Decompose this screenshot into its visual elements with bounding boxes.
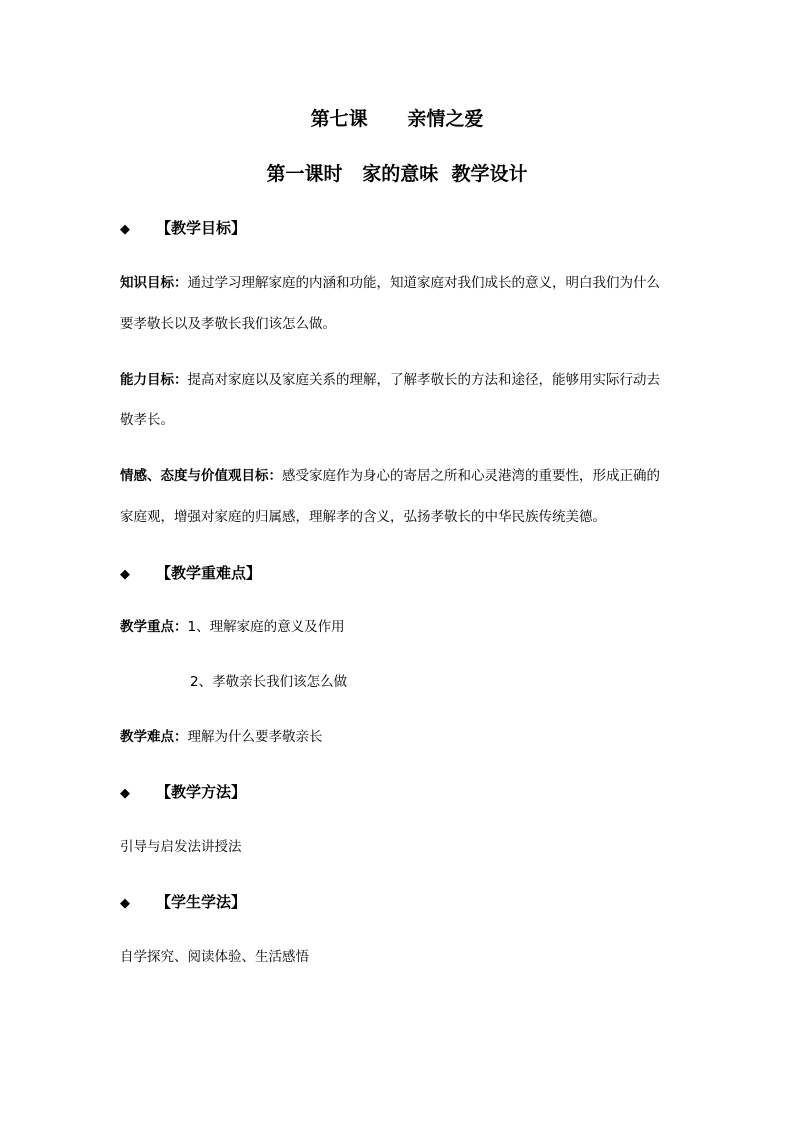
knowledge-goal-label: 知识目标：	[120, 275, 188, 291]
emotion-goal-line1	[120, 466, 660, 486]
lesson-title: 第七课 亲情之爱	[310, 108, 484, 130]
section-methods-title: 【教学方法】	[156, 783, 247, 801]
emotion-goal-label: 情感、态度与价值观目标：	[120, 468, 282, 484]
knowledge-goal-text1: 通过学习理解家庭的内涵和功能，知道家庭对我们成长的意义，明白我们为什么	[187, 275, 660, 291]
focus-item2: 2、孝敬亲长我们该怎么做	[190, 674, 348, 690]
emotion-goal-text2: 家庭观，增强对家庭的归属感，理解孝的含义，弘扬孝敬长的中华民族传统美德。	[120, 509, 606, 525]
lesson-subtitle: 第一课时 家的意味 教学设计	[266, 163, 528, 185]
ability-goal-line1	[120, 370, 660, 390]
focus-line1	[120, 617, 345, 637]
methods-text: 引导与启发法讲授法	[120, 839, 242, 855]
knowledge-goal-line1	[120, 273, 660, 293]
section-student-methods-heading	[120, 892, 246, 914]
focus-label: 教学重点：	[120, 619, 188, 635]
emotion-goal-text1: 感受家庭作为身心的寄居之所和心灵港湾的重要性，形成正确的	[282, 468, 660, 484]
difficulty-text: 理解为什么要孝敬亲长	[187, 729, 323, 745]
ability-goal-label: 能力目标：	[120, 372, 188, 388]
ability-goal-text1: 提高对家庭以及家庭关系的理解，了解孝敬长的方法和途径，能够用实际行动去	[187, 372, 660, 388]
section-key-points-heading	[120, 563, 261, 585]
section-goals-heading	[120, 218, 246, 240]
diamond-bullet-icon: ◆	[120, 222, 130, 237]
section-methods-heading	[120, 782, 246, 804]
knowledge-goal-text2: 要孝敬长以及孝敬长我们该怎么做。	[120, 316, 336, 332]
diamond-bullet-icon: ◆	[120, 567, 130, 582]
focus-item1: 1、理解家庭的意义及作用	[187, 619, 345, 635]
diamond-bullet-icon: ◆	[120, 786, 130, 801]
difficulty-label: 教学难点：	[120, 729, 188, 745]
ability-goal-text2: 敬孝长。	[120, 412, 174, 428]
diamond-bullet-icon: ◆	[120, 896, 130, 911]
section-key-points-title: 【教学重难点】	[156, 564, 262, 582]
section-goals-title: 【教学目标】	[156, 219, 247, 237]
difficulty-line	[120, 727, 323, 747]
student-methods-text: 自学探究、阅读体验、生活感悟	[120, 949, 309, 965]
section-student-methods-title: 【学生学法】	[156, 893, 247, 911]
